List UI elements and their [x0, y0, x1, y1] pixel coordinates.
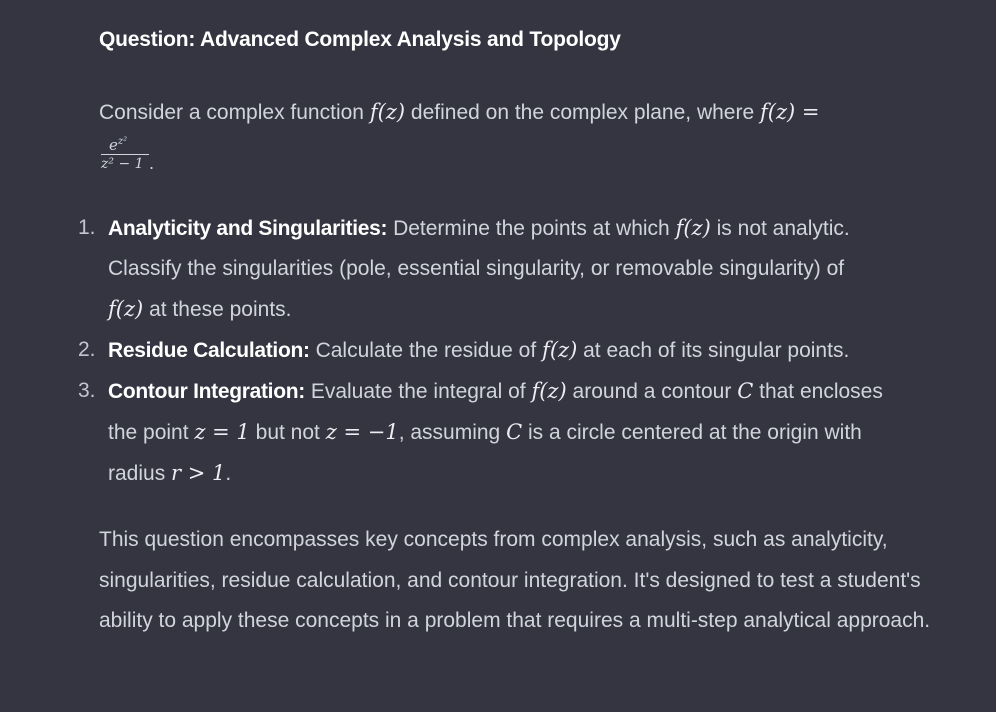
item-heading: Analyticity and Singularities:	[108, 217, 388, 240]
item-text: around a contour	[572, 380, 732, 403]
item-text: Classify the singularities (pole, essential singularity, or removable singularity) of	[108, 257, 845, 280]
fraction-exponent: z²	[117, 136, 128, 147]
intro-text-2: defined on the complex plane, where	[410, 101, 755, 124]
item-text: , assuming	[398, 421, 501, 444]
list-item	[78, 330, 973, 371]
item-heading: Residue Calculation:	[108, 339, 310, 362]
fraction-denominator: z² − 1	[101, 156, 144, 172]
item-text: .	[225, 462, 232, 485]
fraction-period: .	[149, 154, 155, 173]
item-text: the point	[108, 421, 189, 444]
list-item	[78, 208, 973, 330]
math-var: C	[506, 420, 523, 444]
item-text: at each of its singular points.	[583, 339, 850, 362]
item-text: but not	[255, 421, 320, 444]
intro-paragraph	[99, 98, 959, 127]
list-item	[78, 371, 973, 494]
list-number: 3.	[78, 379, 96, 402]
list-number: 1.	[78, 216, 96, 239]
item-text: that encloses	[759, 380, 883, 403]
math-eq-lhs: f(z) =	[759, 100, 820, 124]
item-text: Evaluate the integral of	[310, 380, 526, 403]
math-func: f(z)	[108, 297, 144, 321]
math-func: f(z)	[531, 379, 567, 403]
item-text: at these points.	[149, 298, 292, 321]
item-text: Calculate the residue of	[315, 339, 537, 362]
outro-paragraph: This question encompasses key concepts from complex analysis, such as analyticity, singularities, residue calculation, and contour integration. It's designed to test a student's ability to apply these concepts in a problem that requires a multi-step analytical approach.	[99, 528, 931, 632]
item-heading: Contour Integration:	[108, 380, 305, 403]
item-text: Determine the points at which	[393, 217, 670, 240]
math-expr: z = −1	[325, 420, 399, 444]
question-list	[78, 208, 973, 494]
math-var: C	[737, 379, 754, 403]
math-func: f(z)	[675, 216, 711, 240]
math-expr: r > 1	[171, 461, 226, 485]
item-text: radius	[108, 462, 166, 485]
item-text: is a circle centered at the origin with	[528, 421, 862, 444]
question-title: Question: Advanced Complex Analysis and Topology	[99, 28, 621, 51]
intro-text: Consider a complex function	[99, 101, 364, 124]
item-text: is not analytic.	[716, 217, 850, 240]
fraction-bar	[101, 154, 149, 155]
list-number: 2.	[78, 338, 96, 361]
math-func: f(z)	[369, 100, 406, 124]
math-expr: z = 1	[194, 420, 250, 444]
math-func: f(z)	[542, 338, 578, 362]
fraction-numerator: $e^{z^2}$	[109, 136, 128, 154]
